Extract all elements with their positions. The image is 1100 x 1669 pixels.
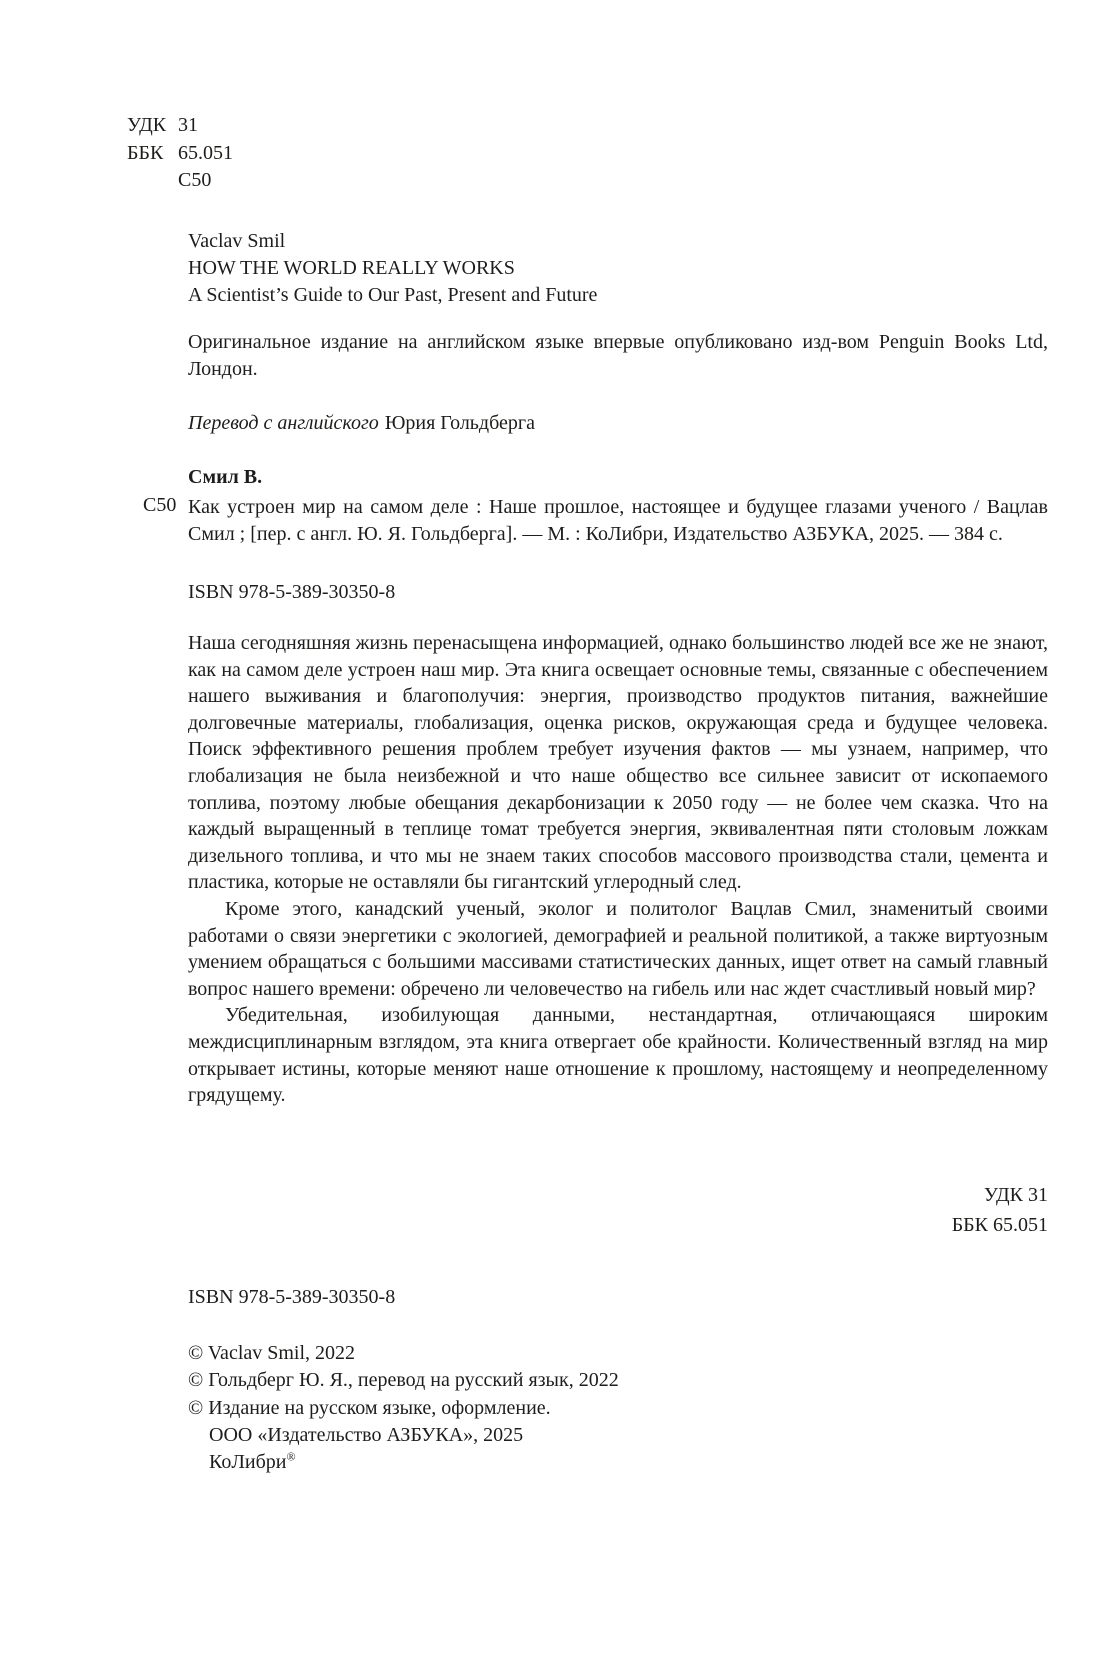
copyright-translator: © Гольдберг Ю. Я., перевод на русский язык, 2022 — [188, 1369, 619, 1392]
original-title: HOW THE WORLD REALLY WORKS — [188, 257, 515, 279]
translator-lead: Перевод с английского — [188, 412, 379, 434]
copyright-publisher: ООО «Издательство АЗБУКА», 2025 — [209, 1423, 524, 1446]
classification-bottom — [188, 1180, 1048, 1240]
annotation-paragraph-2: Кроме этого, канадский ученый, эколог и политолог Вацлав Смил, знаменитый своими работами о связи энергетики с экологией, демографией и реальной политикой, а также виртуозным умением обращаться с большими массивами статистических данных, ищет ответ на самый главный вопрос нашего времени: обречено ли человечество на гибель или нас ждет счастливый новый мир? — [188, 897, 1048, 1000]
bib-author: Смил В. — [188, 466, 263, 488]
original-edition-block — [188, 228, 597, 309]
classification-top — [127, 112, 233, 195]
author-sign-top: С50 — [178, 169, 212, 192]
bbk-value: 65.051 — [178, 141, 233, 164]
bbk-row — [127, 140, 233, 168]
annotation-paragraph-1: Наша сегодняшняя жизнь перенасыщена информацией, однако большинство людей все же не знают, как на самом деле устроен наш мир. Эта книга освещает основные темы, связанные с обеспечением нашего выживания и благополучия: энергия, производство продуктов питания, важнейшие долговечные материалы, глобализация, оценка рисков, окружающая среда и будущее человека. Поиск эффективного решения проблем требует изучения фактов — мы узнаем, например, что глобализация не была неизбежной и что наше общество все сильнее зависит от ископаемого топлива, поэтому любые обещания декарбонизации к 2050 году — не более чем сказка. Что на каждый выращенный в теплице томат требуется энергия, эквивалентная пяти столовым ложкам дизельного топлива, и что мы не знаем таких способов массового производства стали, цемента и пластика, которые не оставляли бы гигантский углеродный след. — [188, 632, 1048, 894]
original-publisher-note: Оригинальное издание на английском языке впервые опубликовано изд-вом Penguin Books Ltd, Лондон. — [188, 331, 1048, 381]
annotation-block — [188, 630, 1048, 1109]
copyright-block — [188, 1340, 619, 1476]
copyright-author: © Vaclav Smil, 2022 — [188, 1342, 356, 1364]
udk-value: 31 — [178, 114, 198, 136]
bbk-bottom: ББК 65.051 — [951, 1214, 1048, 1236]
original-author: Vaclav Smil — [188, 230, 286, 252]
original-subtitle: A Scientist’s Guide to Our Past, Present and Future — [188, 284, 598, 306]
brand-name: КоЛибри — [209, 1451, 287, 1474]
bbk-label: ББК — [127, 141, 164, 164]
translator-line — [188, 412, 535, 435]
bib-record: Как устроен мир на самом деле : Наше прошлое, настоящее и будущее глазами ученого / Вацлав Смил ; [пер. с англ. Ю. Я. Гольдберга]. — М. : КоЛибри, Издательство АЗБУКА, 2025. — 384 с. — [188, 496, 1048, 546]
translator-name: Юрия Гольдберга — [384, 412, 535, 434]
copyright-russian-edition: © Издание на русском языке, оформление. — [188, 1396, 551, 1419]
udk-row — [127, 112, 233, 140]
registered-trademark-symbol: ® — [286, 1449, 296, 1464]
copyright-brand — [188, 1449, 619, 1476]
bib-author-sign: С50 — [143, 494, 177, 516]
author-sign-row — [127, 167, 233, 195]
udk-bottom: УДК 31 — [983, 1184, 1048, 1206]
annotation-paragraph-3: Убедительная, изобилующая данными, нестандартная, отличающаяся широким междисциплинарным взглядом, эта книга отвергает обе крайности. Количественный взгляд на мир открывает истины, которые меняют наше отношение к прошлому, настоящему и неопределенному грядущему. — [188, 1004, 1048, 1107]
isbn-bottom: ISBN 978-5-389-30350-8 — [188, 1286, 396, 1308]
udk-label: УДК — [127, 114, 167, 136]
bib-isbn: ISBN 978-5-389-30350-8 — [188, 581, 396, 603]
